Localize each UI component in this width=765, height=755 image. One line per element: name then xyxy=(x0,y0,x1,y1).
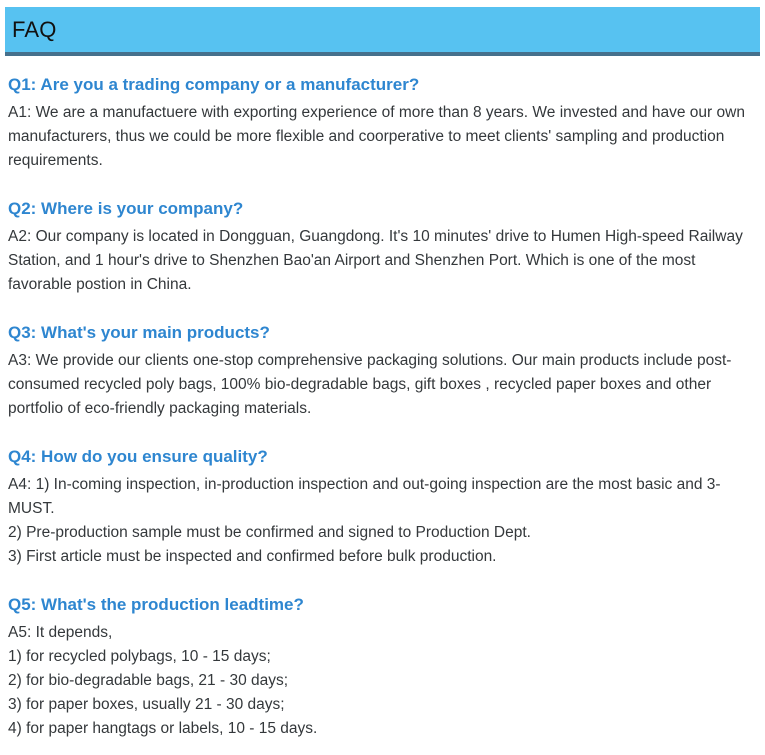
faq-answer xyxy=(8,621,757,741)
faq-answer-line: A2: Our company is located in Dongguan, Guangdong. It's 10 minutes' drive to Humen High-speed Railway Station, and 1 hour's drive to Shenzhen Bao'an Airport and Shenzhen Port. Which is one of the most favorable postion in China. xyxy=(8,227,743,293)
faq-answer-line: A1: We are a manufactuere with exporting experience of more than 8 years. We invested and have our own manufacturers, thus we could be more flexible and coorperative to meet clients' sampling and production requirements. xyxy=(8,103,745,169)
faq-answer xyxy=(8,349,757,421)
faq-question: Q5: What's the production leadtime? xyxy=(8,594,304,614)
faq-answer-line: 2) for bio-degradable bags, 21 - 30 days; xyxy=(8,671,289,689)
faq-header xyxy=(5,7,760,56)
faq-answer-line: 2) Pre-production sample must be confirmed and signed to Production Dept. xyxy=(8,523,531,541)
faq-page xyxy=(0,7,765,755)
page-title: FAQ xyxy=(12,17,57,42)
faq-question: Q3: What's your main products? xyxy=(8,322,270,342)
faq-answer xyxy=(8,101,757,173)
faq-question: Q2: Where is your company? xyxy=(8,198,244,218)
faq-section xyxy=(8,595,757,741)
faq-answer-line: 1) for recycled polybags, 10 - 15 days; xyxy=(8,647,271,665)
faq-answer-line: A3: We provide our clients one-stop comprehensive packaging solutions. Our main products include post-consumed recycled poly bags, 100% bio-degradable bags, gift boxes , recycled paper boxes and other portfolio of eco-friendly packaging materials. xyxy=(8,351,732,417)
faq-question: Q4: How do you ensure quality? xyxy=(8,446,268,466)
faq-section xyxy=(8,199,757,297)
faq-list xyxy=(0,75,765,749)
faq-section xyxy=(8,75,757,173)
faq-answer-line: 3) for paper boxes, usually 21 - 30 days; xyxy=(8,695,285,713)
faq-answer-line: A5: It depends, xyxy=(8,623,113,641)
faq-section xyxy=(8,447,757,569)
faq-question: Q1: Are you a trading company or a manufacturer? xyxy=(8,74,420,94)
faq-answer-line: A4: 1) In-coming inspection, in-production inspection and out-going inspection are the most basic and 3-MUST. xyxy=(8,475,721,517)
faq-answer-line: 4) for paper hangtags or labels, 10 - 15 days. xyxy=(8,719,318,737)
faq-answer xyxy=(8,225,757,297)
faq-answer-line: 3) First article must be inspected and confirmed before bulk production. xyxy=(8,547,497,565)
faq-section xyxy=(8,323,757,421)
faq-answer xyxy=(8,473,757,569)
